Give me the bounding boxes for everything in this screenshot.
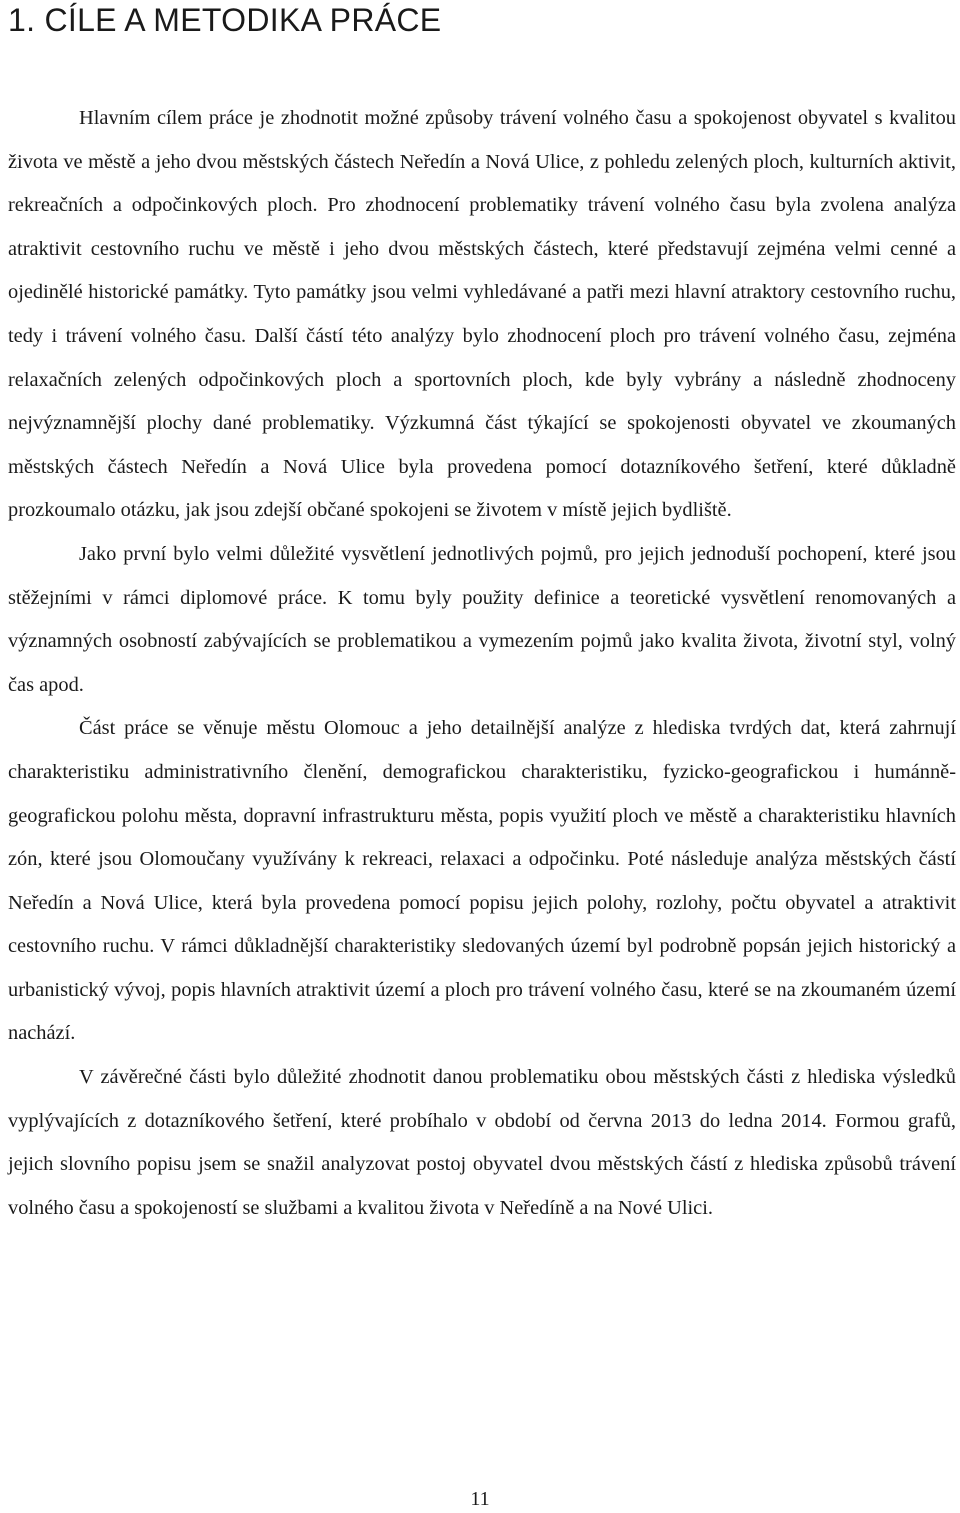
- paragraph-definitions: Jako první bylo velmi důležité vysvětlení jednotlivých pojmů, pro jejich jednoduší pochopení, které jsou stěžejními v rámci diplomové práce. K tomu byly použity definice a teoretické vysvětlení renomovaných a významných osobností zabývajících se problematikou a vymezením pojmů jako kvalita života, životní styl, volný čas apod.: [8, 542, 956, 696]
- chapter-heading: 1. CÍLE A METODIKA PRÁCE: [8, 2, 442, 38]
- page-number: 11: [470, 1488, 490, 1510]
- body-text: [8, 97, 956, 1230]
- paragraph-olomouc-analysis: Část práce se věnuje městu Olomouc a jeho detailnější analýze z hlediska tvrdých dat, která zahrnují charakteristiku administrativního členění, demografickou charakteristiku, fyzicko-geografickou i humánně-geografickou polohu města, dopravní infrastrukturu města, popis využití ploch ve městě a charakteristiku hlavních zón, které jsou Olomoučany využívány k rekreaci, relaxaci a odpočinku. Poté následuje analýza městských částí Neředín a Nová Ulice, která byla provedena pomocí popisu jejich polohy, rozlohy, počtu obyvatel a atraktivit cestovního ruchu. V rámci důkladnější charakteristiky sledovaných území byl podrobně popsán jejich historický a urbanistický vývoj, popis hlavních atraktivit území a ploch pro trávení volného času, které se na zkoumaném území nachází.: [8, 717, 956, 1045]
- paragraph-goals: Hlavním cílem práce je zhodnotit možné způsoby trávení volného času a spokojenost obyvatel s kvalitou života ve městě a jeho dvou městských částech Neředín a Nová Ulice, z pohledu zelených ploch, kulturních aktivit, rekreačních a odpočinkových ploch. Pro zhodnocení problematiky trávení volného času byla zvolena analýza atraktivit cestovního ruchu ve městě i jeho dvou městských částech, které představují zejména velmi cenné a ojedinělé historické památky. Tyto památky jsou velmi vyhledávané a patři mezi hlavní atraktory cestovního ruchu, tedy i trávení volného času. Další částí této analýzy bylo zhodnocení ploch pro trávení volného času, zejména relaxačních zelených odpočinkových ploch a sportovních ploch, kde byly vybrány a následně zhodnoceny nejvýznamnější plochy dané problematiky. Výzkumná část týkající se spokojenosti obyvatel ve zkoumaných městských částech Neředín a Nová Ulice byla provedena pomocí dotazníkového šetření, které důkladně prozkoumalo otázku, jak jsou zdejší občané spokojeni se životem v místě jejich bydliště.: [8, 107, 956, 522]
- paragraph-conclusion: V závěrečné části bylo důležité zhodnotit danou problematiku obou městských části z hlediska výsledků vyplývajících z dotazníkového šetření, které probíhalo v období od června 2013 do ledna 2014. Formou grafů, jejich slovního popisu jsem se snažil analyzovat postoj obyvatel dvou městských částí z hlediska způsobů trávení volného času a spokojeností se službami a kvalitou života v Neředíně a na Nové Ulici.: [8, 1066, 956, 1219]
